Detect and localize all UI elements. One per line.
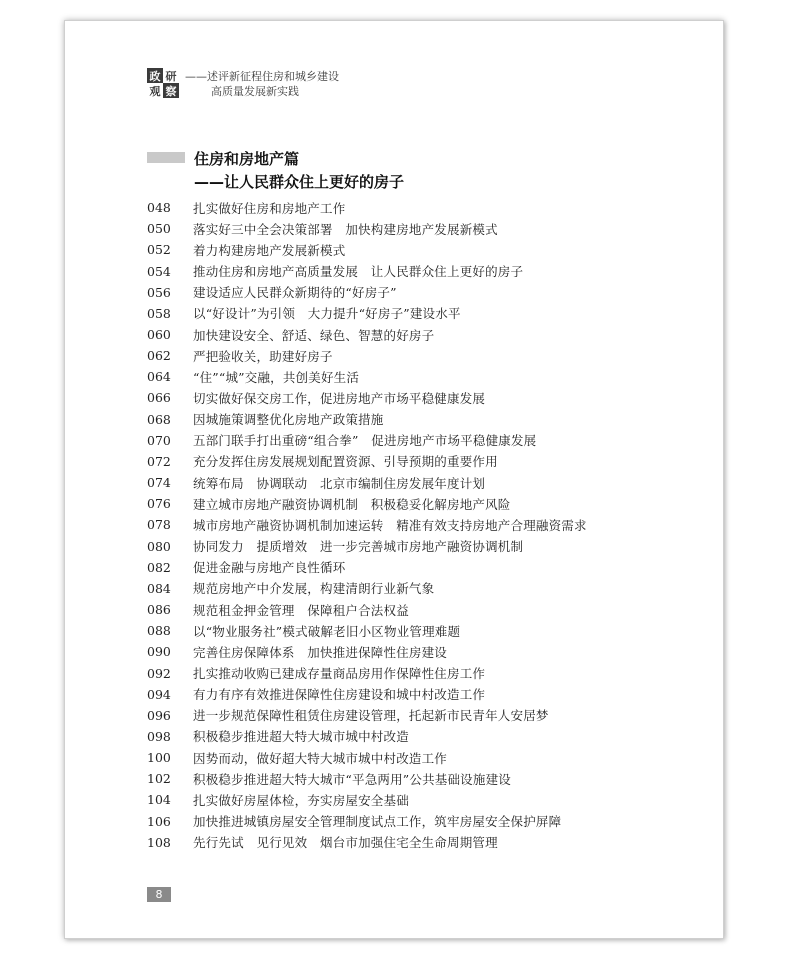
toc-entry-title: 建立城市房地产融资协调机制 积极稳妥化解房地产风险 (193, 496, 511, 512)
toc-page-number: 082 (147, 559, 171, 575)
toc-entry[interactable] (147, 366, 707, 387)
toc-page-number: 102 (147, 771, 171, 787)
page-number: 8 (147, 887, 171, 902)
toc-entry[interactable] (147, 324, 707, 345)
toc-entry[interactable] (147, 747, 707, 768)
toc-entry-title: 以“物业服务社”模式破解老旧小区物业管理难题 (193, 623, 461, 639)
toc-entry[interactable] (147, 387, 707, 408)
section-subtitle: ——让人民群众住上更好的房子 (194, 173, 405, 191)
toc-entry[interactable] (147, 430, 707, 451)
toc-page-number: 106 (147, 813, 171, 829)
toc-entry-title: 进一步规范保障性租赁住房建设管理，托起新市民青年人安居梦 (193, 708, 549, 724)
toc-entry[interactable] (147, 451, 707, 472)
toc-page-number: 104 (147, 792, 171, 808)
toc-entry-title: 推动住房和房地产高质量发展 让人民群众住上更好的房子 (193, 264, 524, 280)
header-text (185, 69, 485, 99)
toc-entry[interactable] (147, 811, 707, 832)
toc-entry[interactable] (147, 303, 707, 324)
toc-entry-title: 严把验收关，助建好房子 (193, 348, 333, 364)
toc-entry-title: 促进金融与房地产良性循环 (193, 560, 346, 576)
toc-page-number: 048 (147, 200, 171, 216)
logo-char: 研 (163, 68, 179, 83)
toc-entry[interactable] (147, 260, 707, 281)
header-line-1: ——述评新征程住房和城乡建设 (185, 70, 339, 83)
toc-entry[interactable] (147, 345, 707, 366)
toc-page-number: 068 (147, 411, 171, 427)
toc-page-number: 108 (147, 834, 171, 850)
toc-entry-title: 扎实做好房屋体检，夯实房屋安全基础 (193, 792, 409, 808)
toc-entry-title: 切实做好保交房工作，促进房地产市场平稳健康发展 (193, 390, 486, 406)
toc-entry-title: 建设适应人民群众新期待的“好房子” (193, 285, 397, 301)
toc-entry-title: 五部门联手打出重磅“组合拳” 促进房地产市场平稳健康发展 (193, 433, 537, 449)
toc-page-number: 052 (147, 242, 171, 258)
toc-page-number: 070 (147, 432, 171, 448)
toc-page-number: 100 (147, 750, 171, 766)
toc-entry[interactable] (147, 789, 707, 810)
toc-entry[interactable] (147, 768, 707, 789)
toc-page-number: 098 (147, 728, 171, 744)
toc-entry-title: “住”“城”交融，共创美好生活 (193, 369, 360, 385)
toc-page-number: 058 (147, 305, 171, 321)
toc-entry-title: 城市房地产融资协调机制加速运转 精准有效支持房地产合理融资需求 (193, 517, 587, 533)
header-line-2: 高质量发展新实践 (211, 85, 299, 98)
toc-page-number: 054 (147, 263, 171, 279)
toc-entry-title: 先行先试 见行见效 烟台市加强住宅全生命周期管理 (193, 835, 498, 851)
toc-page-number: 074 (147, 475, 171, 491)
toc-entry[interactable] (147, 641, 707, 662)
toc-entry-title: 协同发力 提质增效 进一步完善城市房地产融资协调机制 (193, 539, 524, 555)
toc-entry[interactable] (147, 536, 707, 557)
toc-entry-title: 扎实做好住房和房地产工作 (193, 200, 346, 216)
toc-entry-title: 因城施策调整优化房地产政策措施 (193, 412, 384, 428)
toc-entry[interactable] (147, 557, 707, 578)
toc-entry-title: 落实好三中全会决策部署 加快构建房地产发展新模式 (193, 221, 498, 237)
toc-entry-title: 积极稳步推进超大特大城市“平急两用”公共基础设施建设 (193, 771, 511, 787)
toc-entry[interactable] (147, 684, 707, 705)
table-of-contents (147, 197, 707, 853)
toc-entry[interactable] (147, 832, 707, 853)
toc-page-number: 076 (147, 496, 171, 512)
toc-entry-title: 扎实推动收购已建成存量商品房用作保障性住房工作 (193, 666, 486, 682)
toc-entry[interactable] (147, 726, 707, 747)
logo-char: 察 (163, 83, 179, 98)
toc-entry-title: 完善住房保障体系 加快推进保障性住房建设 (193, 644, 448, 660)
toc-page-number: 064 (147, 369, 171, 385)
logo-char: 政 (147, 68, 163, 83)
toc-entry-title: 规范房地产中介发展，构建清朗行业新气象 (193, 581, 435, 597)
toc-entry[interactable] (147, 472, 707, 493)
toc-entry-title: 统筹布局 协调联动 北京市编制住房发展年度计划 (193, 475, 486, 491)
toc-page-number: 072 (147, 453, 171, 469)
toc-page-number: 086 (147, 602, 171, 618)
toc-entry-title: 加快建设安全、舒适、绿色、智慧的好房子 (193, 327, 435, 343)
toc-page-number: 062 (147, 348, 171, 364)
toc-entry[interactable] (147, 197, 707, 218)
toc-page-number: 096 (147, 707, 171, 723)
toc-entry[interactable] (147, 409, 707, 430)
toc-entry-title: 有力有序有效推进保障性住房建设和城中村改造工作 (193, 687, 486, 703)
toc-entry[interactable] (147, 514, 707, 535)
toc-entry[interactable] (147, 239, 707, 260)
toc-entry[interactable] (147, 662, 707, 683)
section-marker-bar (147, 152, 185, 163)
toc-page-number: 060 (147, 327, 171, 343)
toc-page-number: 066 (147, 390, 171, 406)
toc-entry-title: 着力构建房地产发展新模式 (193, 242, 346, 258)
section-title: 住房和房地产篇 (194, 150, 300, 168)
toc-page-number: 084 (147, 580, 171, 596)
toc-entry-title: 规范租金押金管理 保障租户合法权益 (193, 602, 409, 618)
toc-page-number: 056 (147, 284, 171, 300)
toc-entry[interactable] (147, 218, 707, 239)
toc-entry[interactable] (147, 578, 707, 599)
toc-page-number: 078 (147, 517, 171, 533)
journal-logo (147, 68, 179, 98)
toc-entry-title: 因势而动，做好超大特大城市城中村改造工作 (193, 750, 448, 766)
toc-page-number: 080 (147, 538, 171, 554)
toc-page-number: 094 (147, 686, 171, 702)
logo-char: 观 (147, 83, 163, 98)
toc-page-number: 092 (147, 665, 171, 681)
toc-entry[interactable] (147, 705, 707, 726)
toc-entry[interactable] (147, 493, 707, 514)
document-page (64, 20, 724, 939)
toc-page-number: 050 (147, 221, 171, 237)
toc-entry[interactable] (147, 620, 707, 641)
toc-entry-title: 充分发挥住房发展规划配置资源、引导预期的重要作用 (193, 454, 498, 470)
toc-page-number: 090 (147, 644, 171, 660)
toc-page-number: 088 (147, 623, 171, 639)
toc-entry[interactable] (147, 599, 707, 620)
toc-entry[interactable] (147, 282, 707, 303)
toc-entry-title: 以“好设计”为引领 大力提升“好房子”建设水平 (193, 306, 461, 322)
toc-entry-title: 积极稳步推进超大特大城市城中村改造 (193, 729, 409, 745)
toc-entry-title: 加快推进城镇房屋安全管理制度试点工作，筑牢房屋安全保护屏障 (193, 814, 562, 830)
